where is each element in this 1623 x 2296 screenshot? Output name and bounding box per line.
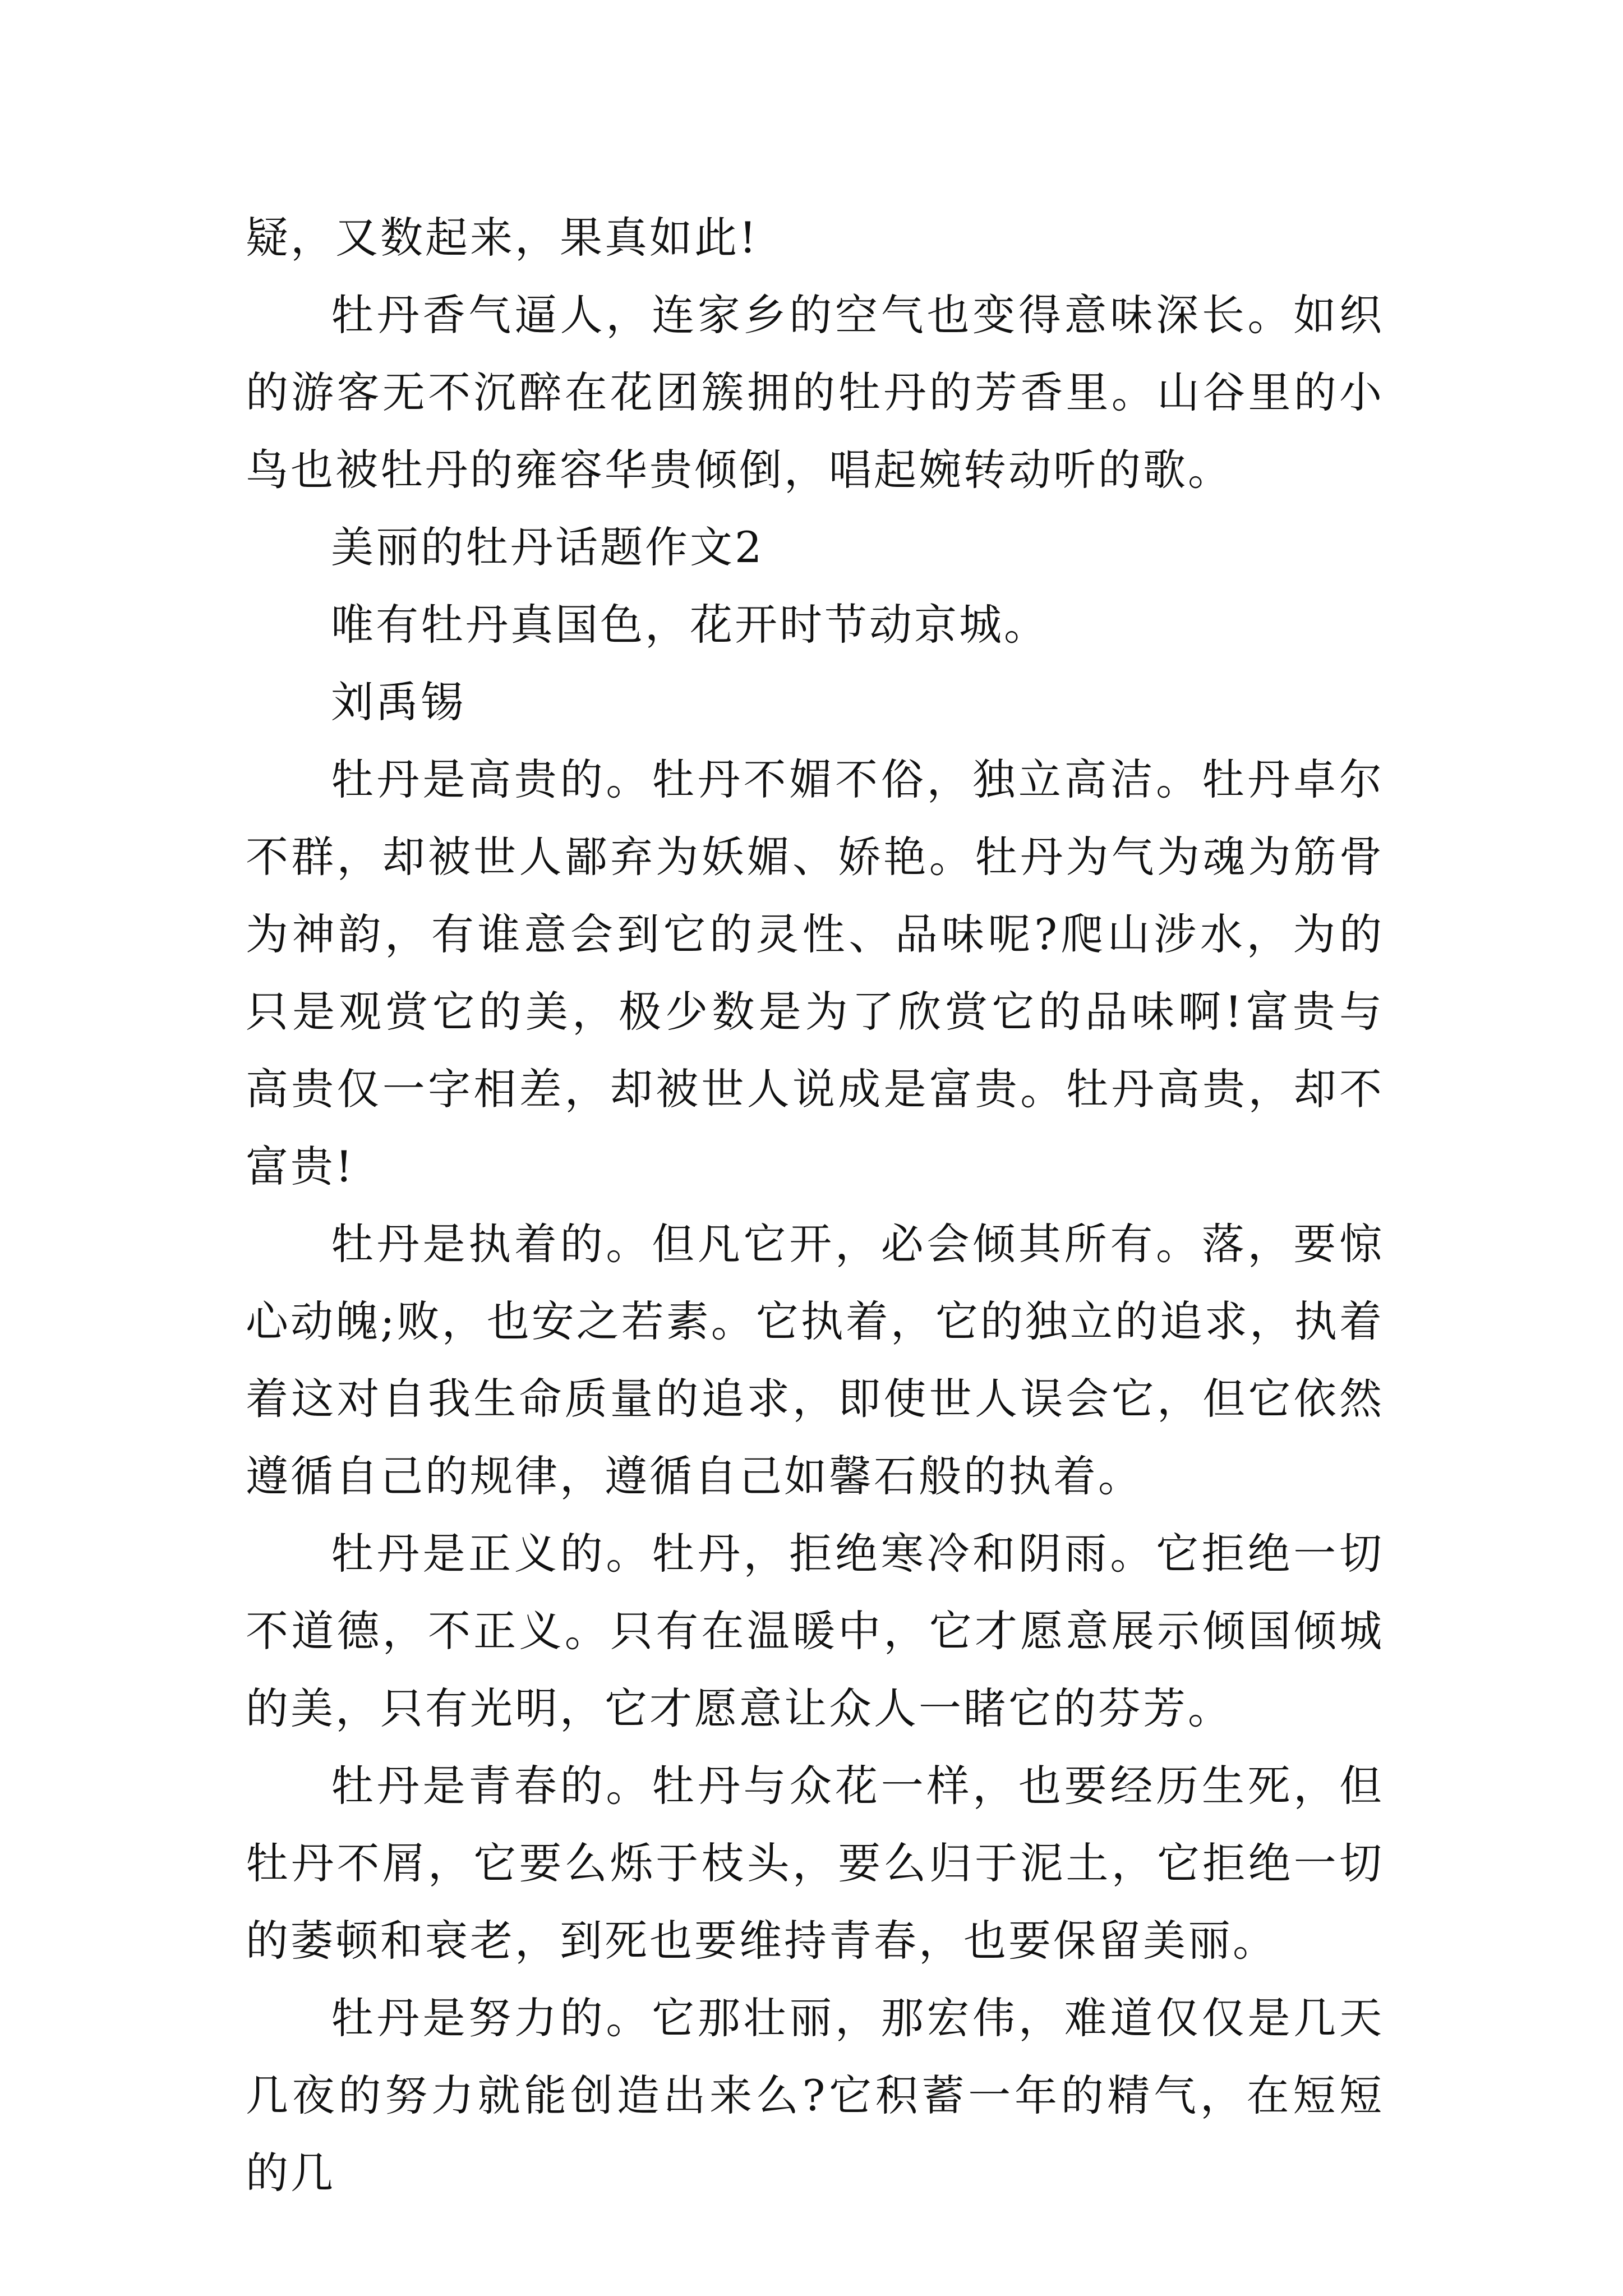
paragraph-fragrance: 牡丹香气逼人，连家乡的空气也变得意味深长。如织的游客无不沉醉在花团簇拥的牡丹的芳香里。山谷里的小鸟也被牡丹的雍容华贵倾倒，唱起婉转动听的歌。 bbox=[246, 290, 1384, 495]
paragraph-diligent: 牡丹是努力的。它那壮丽，那宏伟，难道仅仅是几天几夜的努力就能创造出来么?它积蓄一年的精气，在短短的几 bbox=[246, 1993, 1384, 2198]
essay-title: 美丽的牡丹话题作文2 bbox=[331, 522, 764, 572]
paragraph-righteous: 牡丹是正义的。牡丹，拒绝寒冷和阴雨。它拒绝一切不道德，不正义。只有在温暖中，它才愿意展示倾国倾城的美，只有光明，它才愿意让众人一睹它的芬芳。 bbox=[246, 1529, 1384, 1733]
poem-author: 刘禹锡 bbox=[331, 677, 465, 727]
paragraph-persistent: 牡丹是执着的。但凡它开，必会倾其所有。落，要惊心动魄;败，也安之若素。它执着，它的独立的追求，执着着这对自我生命质量的追求，即使世人误会它，但它依然遵循自己的规律，遵循自己如馨石般的执着。 bbox=[246, 1219, 1384, 1501]
poem-quote: 唯有牡丹真国色，花开时节动京城。 bbox=[331, 600, 1049, 650]
document-body bbox=[246, 199, 1384, 2212]
paragraph-youthful: 牡丹是青春的。牡丹与众花一样，也要经历生死，但牡丹不屑，它要么烁于枝头，要么归于泥土，它拒绝一切的萎顿和衰老，到死也要维持青春，也要保留美丽。 bbox=[246, 1761, 1384, 1966]
paragraph-noble: 牡丹是高贵的。牡丹不媚不俗，独立高洁。牡丹卓尔不群，却被世人鄙弃为妖媚、娇艳。牡丹为气为魂为筋骨为神韵，有谁意会到它的灵性、品味呢?爬山涉水，为的只是观赏它的美，极少数是为了欣赏它的品味啊!富贵与高贵仅一字相差，却被世人说成是富贵。牡丹高贵，却不富贵! bbox=[246, 754, 1384, 1191]
paragraph-continued: 疑，又数起来，果真如此! bbox=[246, 213, 759, 263]
